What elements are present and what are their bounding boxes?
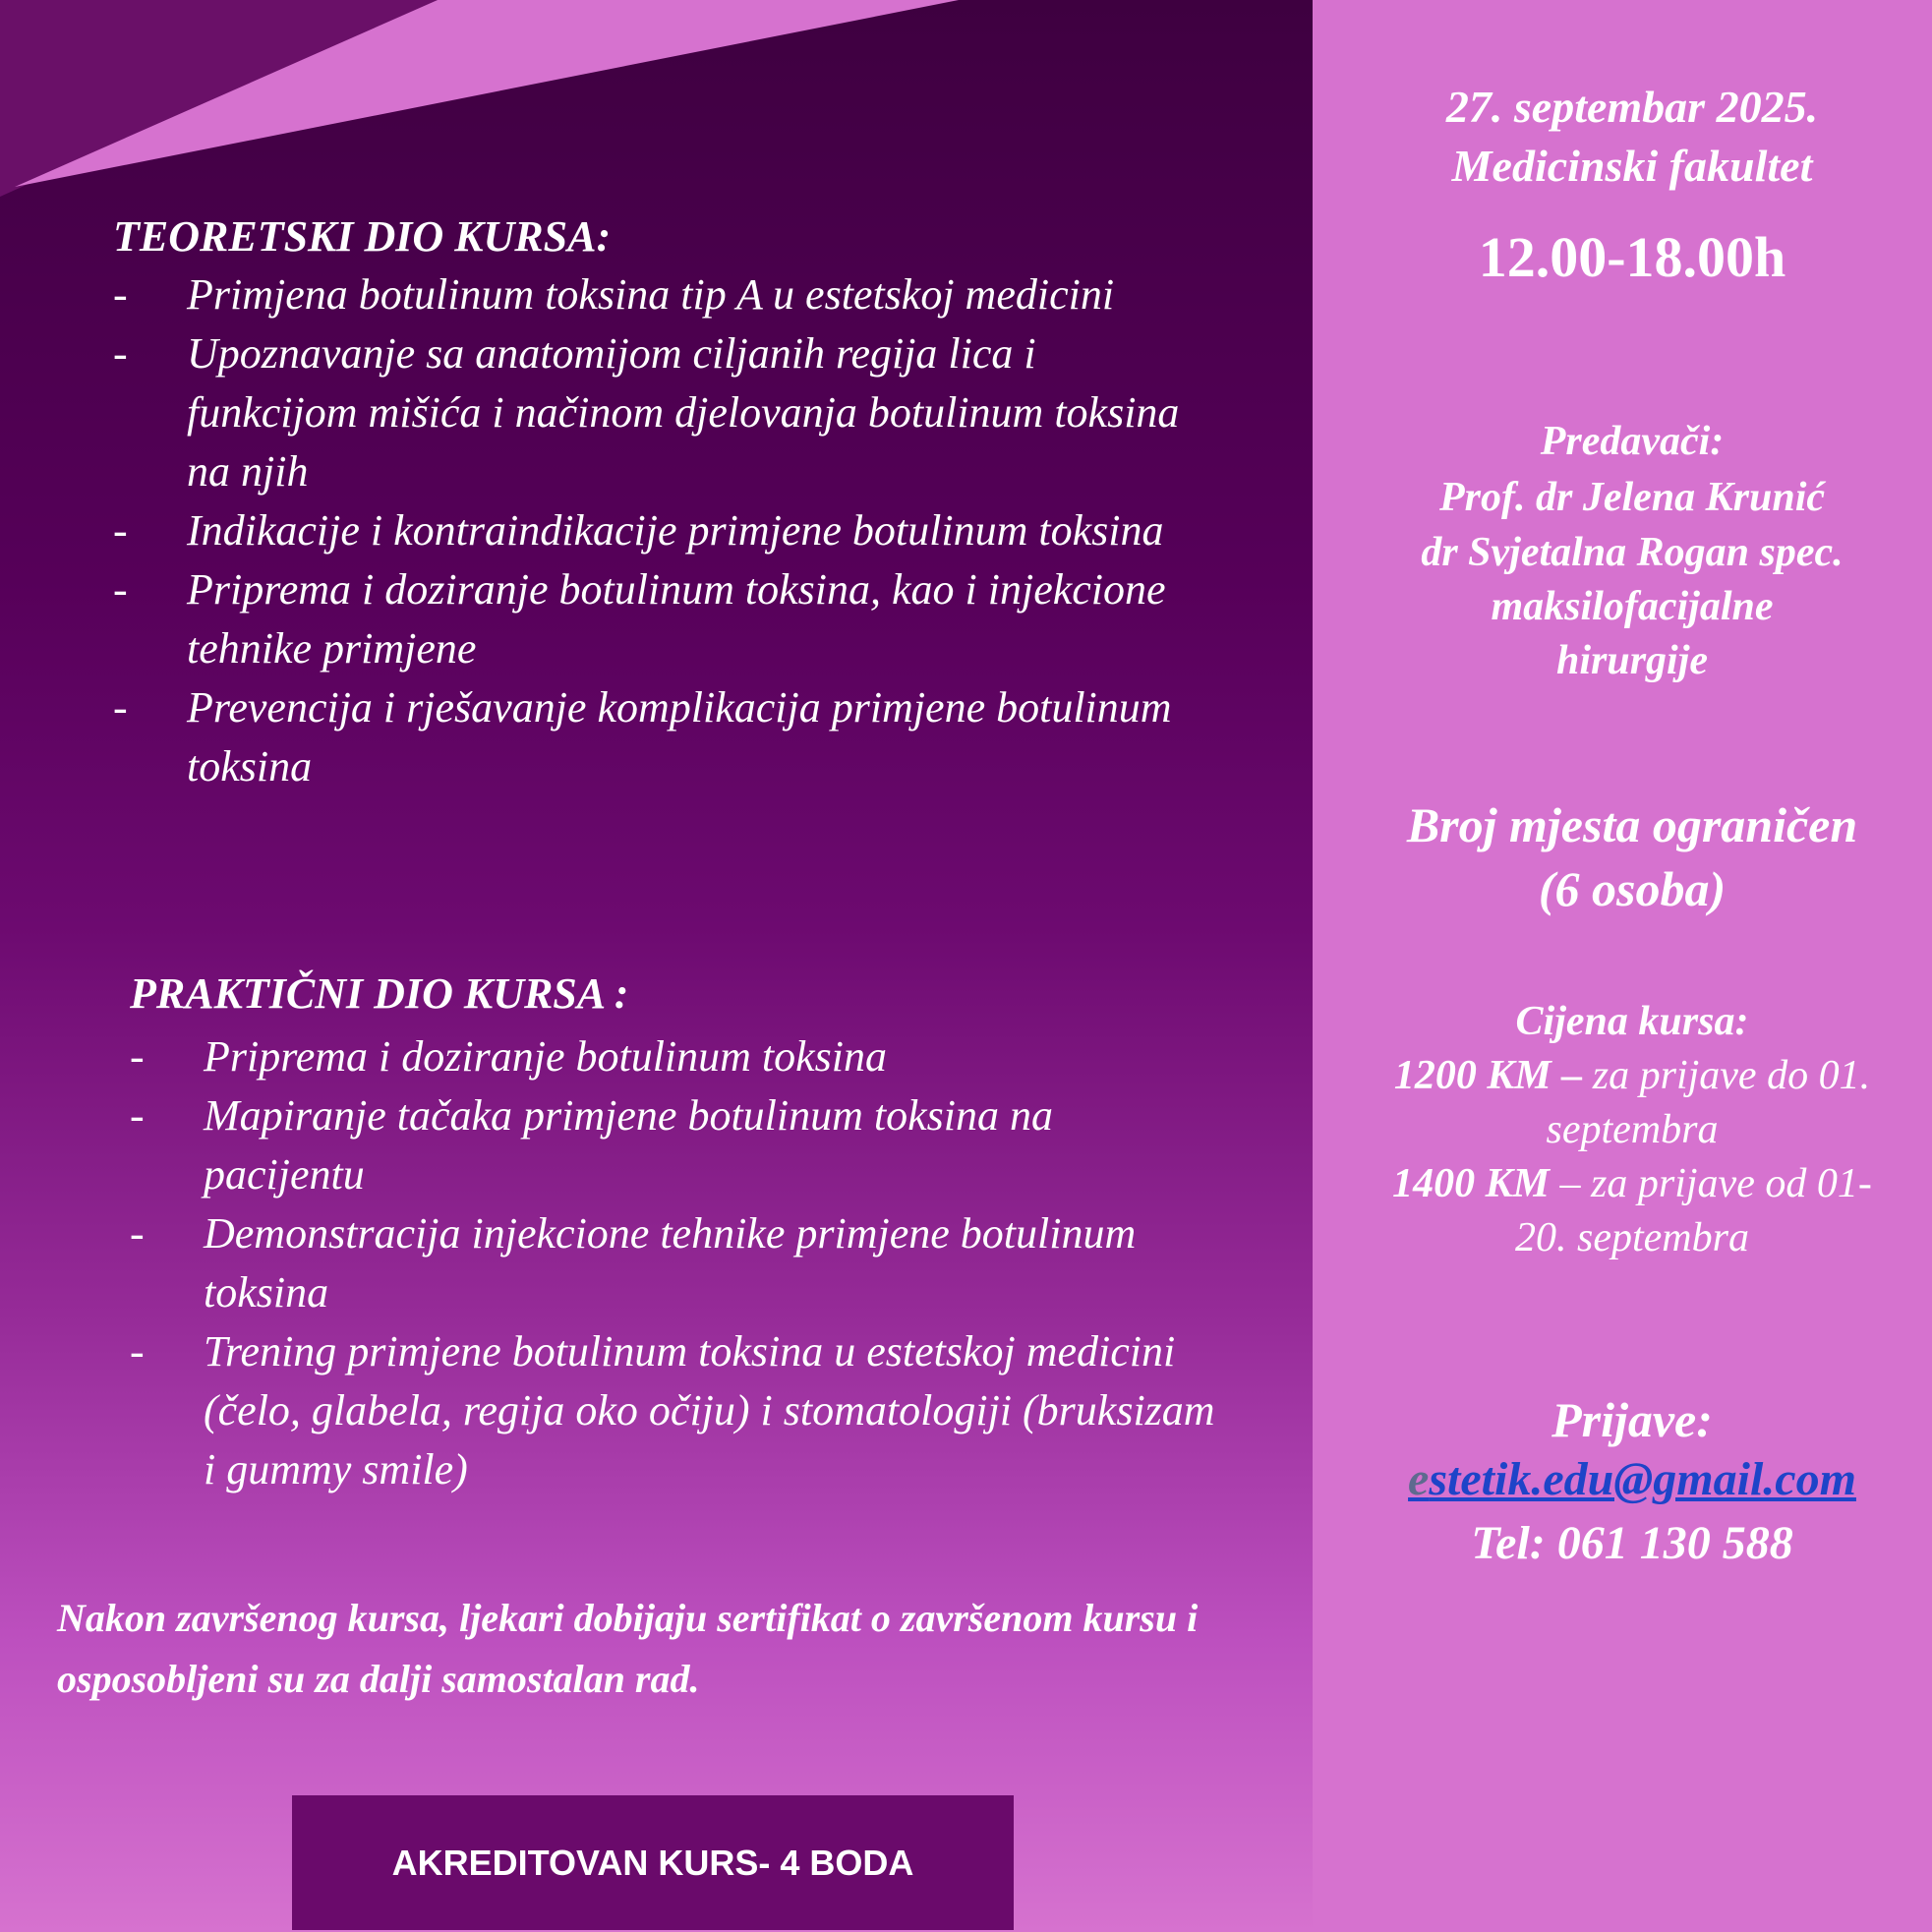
accreditation-badge [292,1795,1014,1930]
certificate-note: Nakon završenog kursa, ljekari dobijaju sertifikat o završenom kursu i osposobljeni su za dalji samostalan rad. [57,1596,1199,1701]
practice-heading: PRAKTIČNI DIO KURSA : [130,969,629,1018]
lecturers-heading: Predavači: [1540,419,1725,464]
list-item: - Priprema i doziranje botulinum toksina, kao i injekcione tehnike primjene [113,565,1166,673]
list-item: - Prevencija i rješavanje komplikacija primjene botulinum toksina [113,683,1172,790]
lecturer-2-specialty: maksilofacijalne [1491,584,1774,629]
price-early-line2: septembra [1546,1107,1719,1152]
practice-list [130,1027,1221,1499]
lecturer-2-specialty-2: hirurgije [1555,638,1709,683]
lecturer-2: dr Svjetalna Rogan spec. [1421,530,1844,575]
accreditation-label: AKREDITOVAN KURS- 4 BODA [391,1842,914,1883]
seats-count: (6 osoba) [1538,861,1727,916]
contact-phone: Tel: 061 130 588 [1471,1517,1793,1569]
event-location: Medicinski fakultet [1451,141,1813,191]
price-early: 1200 KM – za prijave do 01. [1393,1053,1871,1098]
list-item: - Upoznavanje sa anatomijom ciljanih regija lica i funkcijom mišića i načinom djelovanja botulinum toksina na njih [113,329,1180,496]
email-link[interactable]: estetik.edu@gmail.com [1408,1453,1856,1505]
theory-heading: TEORETSKI DIO KURSA: [113,212,612,261]
list-item: - Primjena botulinum toksina tip A u estetskoj medicini [113,270,1115,319]
event-date: 27. septembar 2025. [1445,82,1819,132]
corner-decoration [0,0,983,216]
seats-limited: Broj mjesta ograničen [1406,797,1858,852]
list-item: - Mapiranje tačaka primjene botulinum toksina na pacijentu [130,1091,1053,1199]
event-time: 12.00-18.00h [1478,225,1786,289]
list-item: - Indikacije i kontraindikacije primjene botulinum toksina [113,506,1164,555]
list-item: - Trening primjene botulinum toksina u estetskoj medicini (čelo, glabela, regija oko očiju) i stomatologiji (bruksizam i gummy smile) [130,1327,1215,1493]
lecturer-1: Prof. dr Jelena Krunić [1438,475,1826,520]
list-item: - Priprema i doziranje botulinum toksina [130,1032,888,1081]
price-late: 1400 KM – za prijave od 01- [1392,1161,1872,1206]
price-heading: Cijena kursa: [1515,999,1749,1044]
price-late-line2: 20. septembra [1515,1215,1749,1260]
contact-heading: Prijave: [1551,1392,1713,1447]
theory-list [113,265,1204,796]
list-item: - Demonstracija injekcione tehnike primjene botulinum toksina [130,1209,1137,1317]
contact-email-row [1337,1452,1927,1506]
